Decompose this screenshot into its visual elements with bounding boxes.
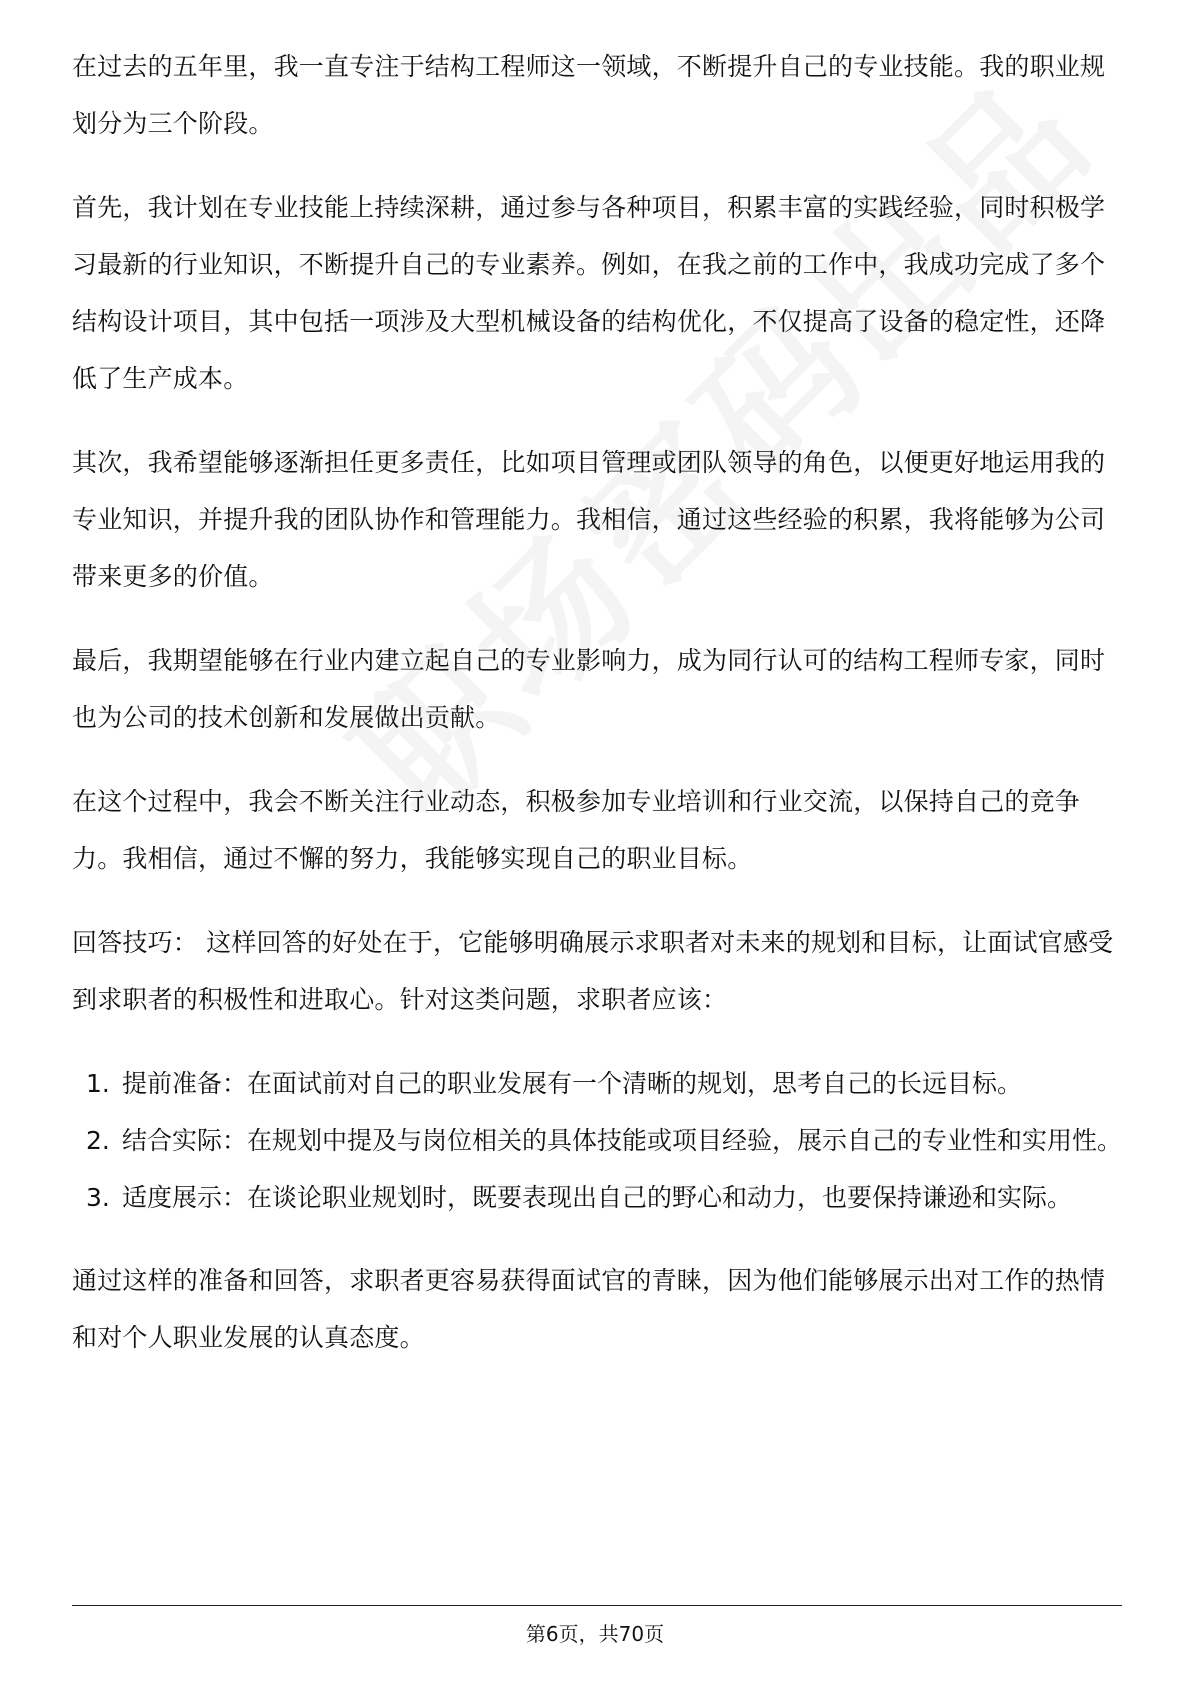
- list-item: [72, 1169, 1122, 1226]
- paragraph-final-stage: 最后，我期望能够在行业内建立起自己的专业影响力，成为同行认可的结构工程师专家，同时也为公司的技术创新和发展做出贡献。: [72, 646, 1106, 732]
- tips-list: [72, 1055, 1122, 1226]
- paragraph-process: 在这个过程中，我会不断关注行业动态，积极参加专业培训和行业交流，以保持自己的竞争力。我相信，通过不懈的努力，我能够实现自己的职业目标。: [72, 787, 1081, 873]
- list-item-text: 结合实际：在规划中提及与岗位相关的具体技能或项目经验，展示自己的专业性和实用性。: [122, 1126, 1123, 1155]
- list-item-number: 2.: [86, 1126, 110, 1155]
- paragraph-closing: 通过这样的准备和回答，求职者更容易获得面试官的青睐，因为他们能够展示出对工作的热情和对个人职业发展的认真态度。: [72, 1266, 1106, 1352]
- paragraph-intro: 在过去的五年里，我一直专注于结构工程师这一领域，不断提升自己的专业技能。我的职业规划分为三个阶段。: [72, 52, 1106, 138]
- paragraph-first-stage: 首先，我计划在专业技能上持续深耕，通过参与各种项目，积累丰富的实践经验，同时积极学习最新的行业知识，不断提升自己的专业素养。例如，在我之前的工作中，我成功完成了多个结构设计项目，其中包括一项涉及大型机械设备的结构优化，不仅提高了设备的稳定性，还降低了生产成本。: [72, 193, 1106, 393]
- list-item-text: 适度展示：在谈论职业规划时，既要表现出自己的野心和动力，也要保持谦逊和实际。: [122, 1183, 1073, 1212]
- list-item: [72, 1112, 1122, 1169]
- list-item-number: 3.: [86, 1183, 110, 1212]
- paragraph-second-stage: 其次，我希望能够逐渐担任更多责任，比如项目管理或团队领导的角色，以便更好地运用我的专业知识，并提升我的团队协作和管理能力。我相信，通过这些经验的积累，我将能够为公司带来更多的价值。: [72, 448, 1106, 591]
- list-item: [72, 1055, 1122, 1112]
- page-content: [72, 38, 1122, 1393]
- list-item-text: 提前准备：在面试前对自己的职业发展有一个清晰的规划，思考自己的长远目标。: [122, 1069, 1023, 1098]
- footer-divider: [72, 1605, 1122, 1606]
- paragraph-answer-tips: 回答技巧： 这样回答的好处在于，它能够明确展示求职者对未来的规划和目标，让面试官感受到求职者的积极性和进取心。针对这类问题，求职者应该：: [72, 928, 1114, 1014]
- page-number: 第6页，共70页: [525, 1622, 665, 1646]
- list-item-number: 1.: [86, 1069, 110, 1098]
